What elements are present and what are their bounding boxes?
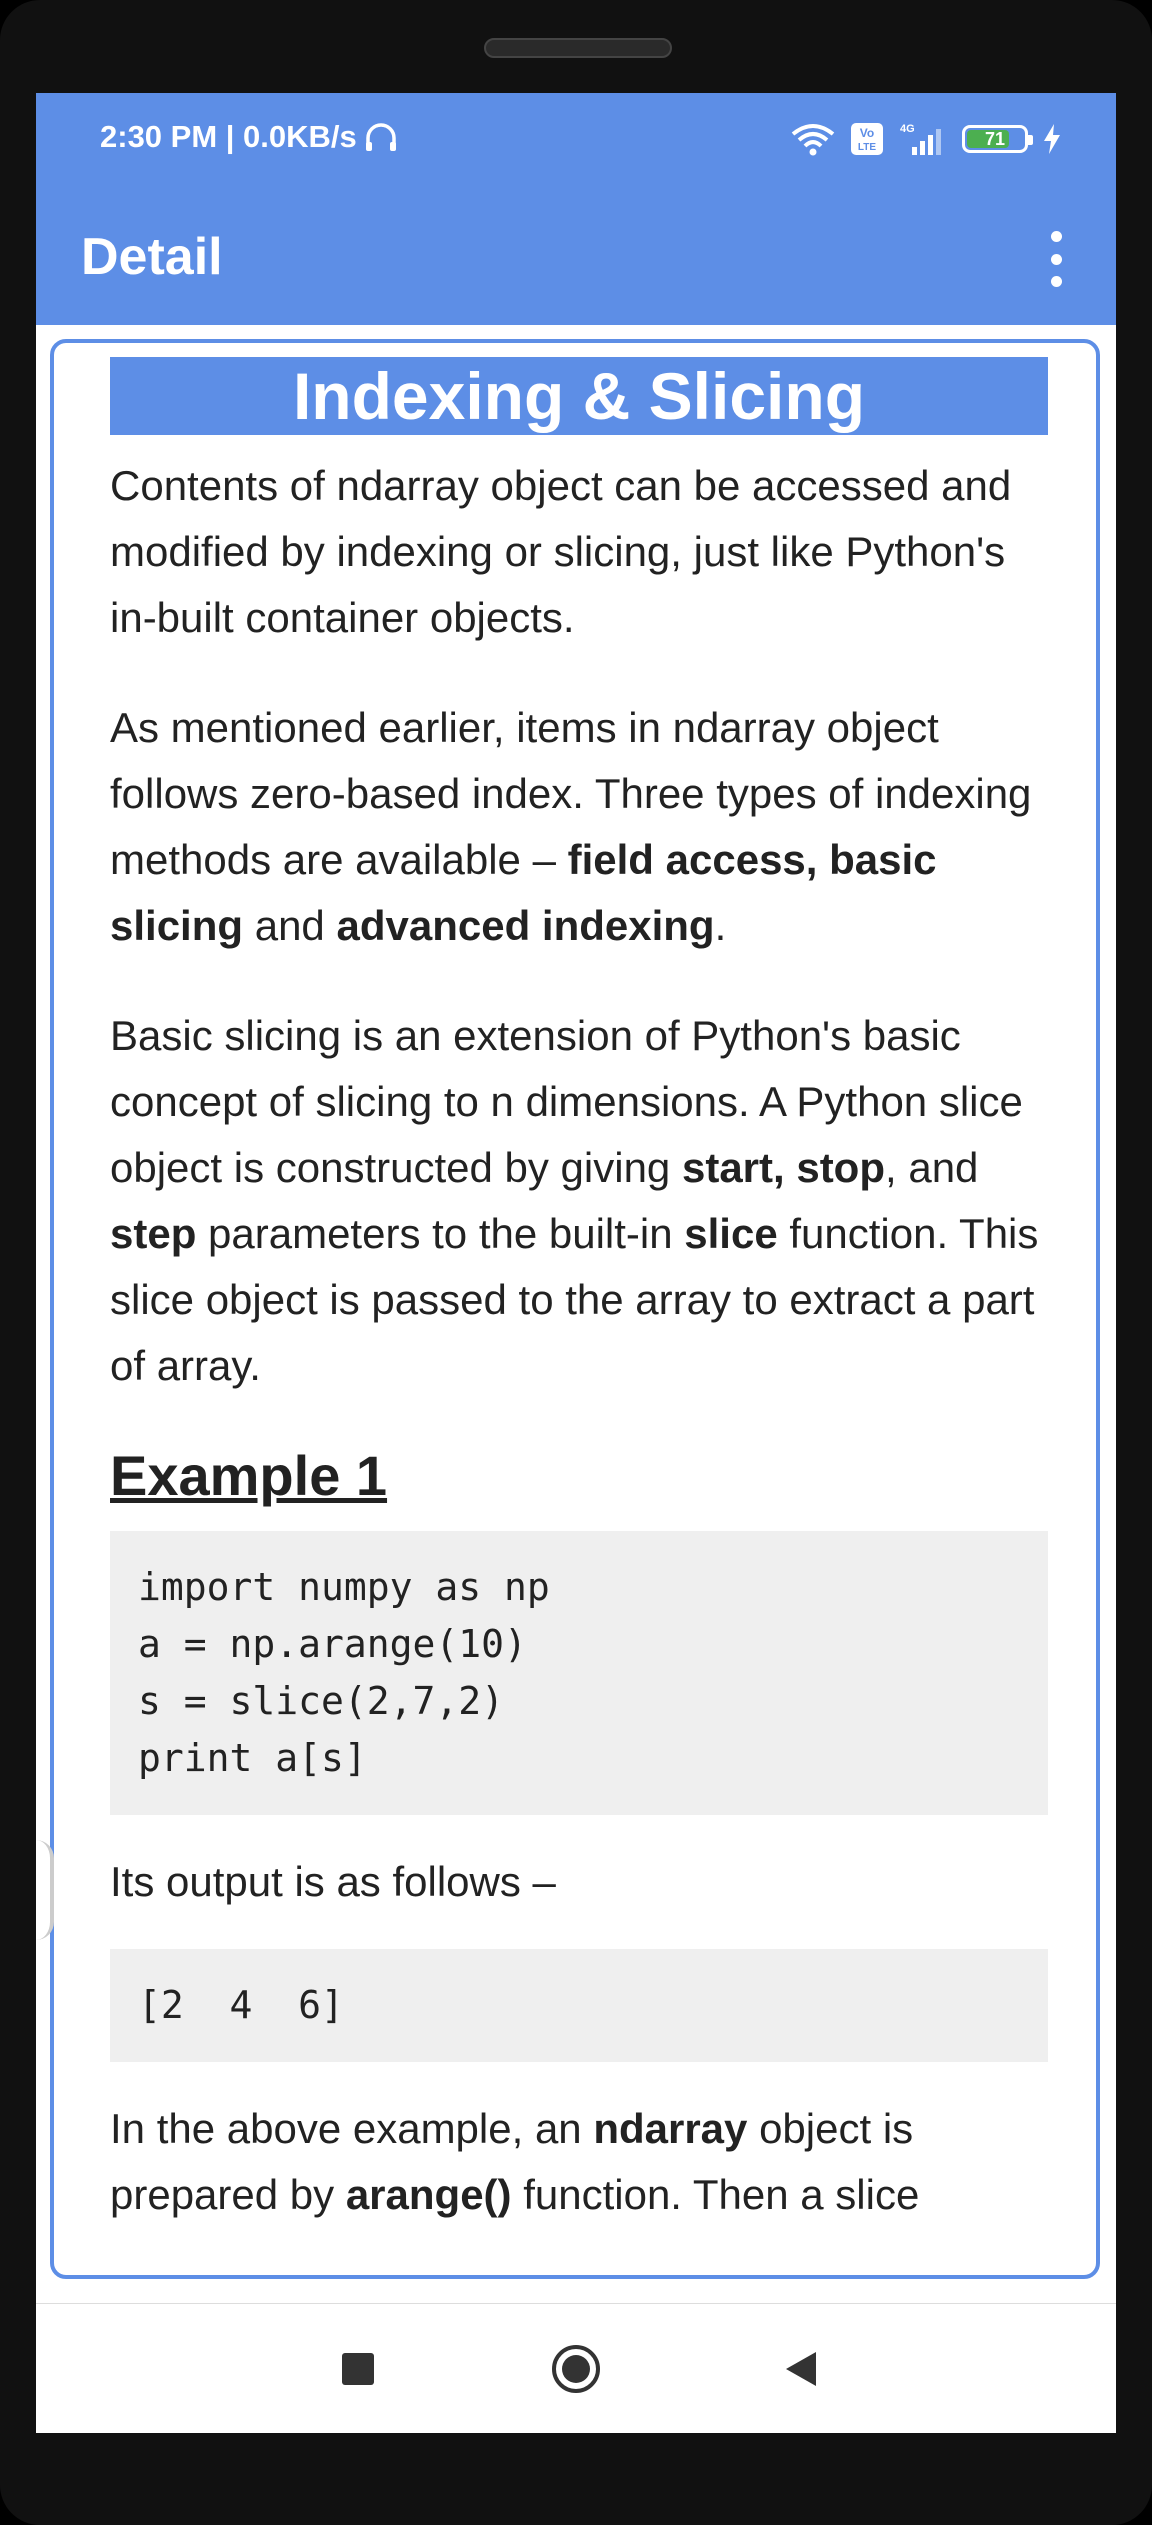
app-bar — [36, 193, 1116, 325]
recent-apps-icon[interactable] — [333, 2344, 383, 2394]
screen — [36, 93, 1116, 2433]
svg-text:Vo: Vo — [859, 126, 875, 140]
home-icon[interactable] — [551, 2344, 601, 2394]
edge-gesture-handle[interactable] — [36, 1840, 54, 1940]
paragraph-intro: Contents of ndarray object can be accessed and modified by indexing or slicing, just like Python's in-built container objects. — [110, 462, 1012, 641]
wifi-icon — [790, 122, 836, 156]
output-intro: Its output is as follows – — [110, 1858, 556, 1905]
status-left — [100, 119, 399, 155]
svg-text:4G: 4G — [900, 123, 915, 135]
battery-level: 71 — [984, 129, 1006, 149]
earpiece-speaker — [484, 38, 672, 58]
example-title: Example 1 — [110, 1444, 388, 1507]
paragraph-indexing-types: As mentioned earlier, items in ndarray object follows zero-based index. Three types of indexing methods are available – field access, basic slicing and advanced indexing. — [110, 704, 1032, 949]
navigation-bar — [36, 2303, 1116, 2433]
output-block: [2 4 6] — [110, 1949, 1048, 2062]
volte-icon — [850, 122, 884, 156]
article-content — [110, 357, 1048, 2272]
paragraph-explanation: In the above example, an ndarray object is prepared by arange() function. Then a slice — [110, 2105, 920, 2218]
signal-4g-icon — [898, 121, 948, 157]
battery-icon — [962, 125, 1028, 153]
svg-text:LTE: LTE — [857, 142, 877, 153]
headphone-icon — [363, 120, 399, 154]
status-bar — [36, 93, 1116, 193]
charging-bolt-icon — [1042, 123, 1062, 155]
status-right — [790, 121, 1062, 157]
app-bar-title: Detail — [81, 228, 223, 286]
section-heading: Indexing & Slicing — [110, 357, 1048, 435]
back-icon[interactable] — [776, 2344, 826, 2394]
content-card — [50, 339, 1100, 2279]
status-time-speed: 2:30 PM | 0.0KB/s — [100, 119, 357, 154]
paragraph-basic-slicing: Basic slicing is an extension of Python's basic concept of slicing to n dimensions. A Python slice object is constructed by giving start, stop, and step parameters to the built-in slice function. This slice object is passed to the array to extract a part of array. — [110, 1012, 1039, 1389]
more-vert-icon[interactable] — [1036, 231, 1076, 287]
code-block: import numpy as np a = np.arange(10) s = slice(2,7,2) print a[s] — [110, 1531, 1048, 1815]
